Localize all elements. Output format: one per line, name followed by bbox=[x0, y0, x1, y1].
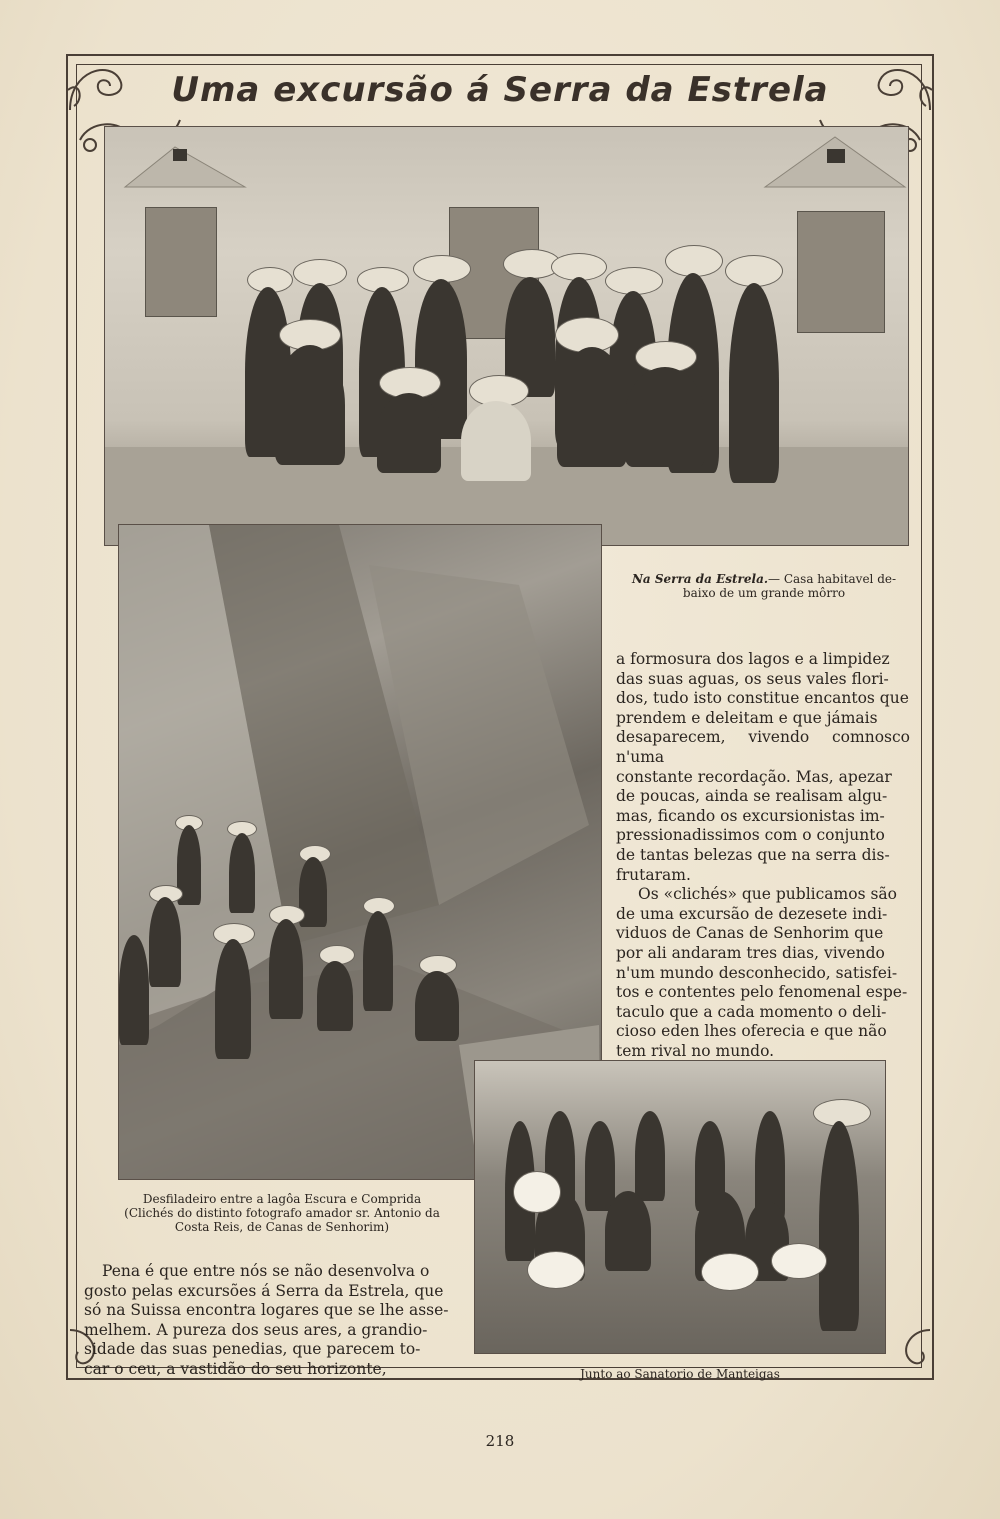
photo2-caption-line2: (Clichés do distinto fotografo amador sr. Antonio da bbox=[124, 1206, 440, 1220]
text-line: por ali andaram tres dias, vivendo bbox=[616, 943, 885, 962]
person bbox=[625, 367, 705, 467]
text-line: das suas aguas, os seus vales flori- bbox=[616, 669, 889, 688]
text-line: mas, ficando os excursionistas im- bbox=[616, 806, 885, 825]
window-shutter-left bbox=[145, 207, 217, 317]
text-line: cioso eden lhes oferecia e que não bbox=[616, 1022, 887, 1041]
text-line: n'um mundo desconhecido, satisfei- bbox=[616, 963, 898, 982]
hat bbox=[701, 1253, 759, 1291]
person bbox=[729, 283, 779, 483]
text-line: pressionadissimos com o conjunto bbox=[616, 826, 885, 845]
person bbox=[635, 1111, 665, 1201]
article-title: Uma excursão á Serra da Estrela bbox=[171, 70, 829, 110]
text-line: gosto pelas excursões á Serra da Estrela, que bbox=[84, 1281, 444, 1300]
text-line: só na Suissa encontra logares que se lhe asse- bbox=[84, 1301, 449, 1320]
text-line: car o ceu, a vastidão do seu horizonte, bbox=[84, 1359, 387, 1378]
person bbox=[275, 345, 345, 465]
page-number: 218 bbox=[485, 1432, 515, 1450]
person bbox=[557, 347, 627, 467]
text-line: tem rival no mundo. bbox=[616, 1041, 775, 1060]
ornament-bottom-right-icon bbox=[880, 1320, 940, 1380]
photo2-caption-line1: Desfiladeiro entre a lagôa Escura e Comprida bbox=[142, 1192, 422, 1206]
person bbox=[585, 1121, 615, 1211]
hat bbox=[513, 1171, 561, 1213]
text-line: tos e contentes pelo fenomenal espe- bbox=[616, 983, 908, 1002]
right-column-text bbox=[616, 650, 910, 1061]
window-shutter-right bbox=[797, 211, 885, 333]
text-line: dos, tudo isto constitue encantos que bbox=[616, 689, 909, 708]
text-line: prendem e deleitam e que jámais bbox=[616, 708, 878, 727]
photo-sanatorium-group bbox=[474, 1060, 886, 1354]
text-line: taculo que a cada momento o deli- bbox=[616, 1002, 887, 1021]
photo1-caption-line2: baixo de um grande môrro bbox=[682, 586, 846, 600]
person bbox=[269, 919, 303, 1019]
person bbox=[149, 897, 181, 987]
text-line: a formosura dos lagos e a limpidez bbox=[616, 650, 890, 668]
photo-group-at-house bbox=[104, 126, 909, 546]
hat bbox=[527, 1251, 585, 1289]
person bbox=[119, 935, 149, 1045]
person bbox=[461, 401, 531, 481]
text-line: Os «clichés» que publicamos são bbox=[638, 885, 897, 904]
person bbox=[819, 1121, 859, 1331]
text-line: viduos de Canas de Senhorim que bbox=[616, 924, 884, 943]
person bbox=[229, 833, 255, 913]
text-line: de tantas belezas que na serra dis- bbox=[616, 845, 890, 864]
text-line: sidade das suas penedias, que parecem to- bbox=[84, 1340, 421, 1359]
photo1-caption-title: Na Serra da Estrela. bbox=[631, 572, 769, 586]
person bbox=[317, 961, 353, 1031]
text-line: de poucas, ainda se realisam algu- bbox=[616, 787, 888, 806]
text-line: desaparecem, vivendo comnosco n'uma bbox=[616, 728, 910, 766]
text-line: de uma excursão de dezesete indi- bbox=[616, 904, 888, 923]
photo2-caption-line3: Costa Reis, de Canas de Senhorim) bbox=[174, 1220, 390, 1234]
photo1-caption bbox=[604, 572, 924, 600]
person bbox=[215, 939, 251, 1059]
person bbox=[605, 1191, 651, 1271]
text-line: frutaram. bbox=[616, 865, 691, 884]
photo2-caption bbox=[72, 1192, 492, 1234]
person bbox=[415, 971, 459, 1041]
text-line: constante recordação. Mas, apezar bbox=[616, 767, 892, 786]
person bbox=[377, 393, 441, 473]
photo3-caption: Junto ao Sanatorio de Manteigas bbox=[580, 1367, 780, 1381]
text-line: Pena é que entre nós se não desenvolva o bbox=[102, 1262, 430, 1280]
left-column-text bbox=[84, 1262, 450, 1380]
person bbox=[363, 911, 393, 1011]
hat bbox=[771, 1243, 827, 1279]
photo1-caption-line1: — Casa habitavel de- bbox=[768, 572, 897, 586]
text-line: melhem. A pureza dos seus ares, a grandio- bbox=[84, 1320, 428, 1339]
